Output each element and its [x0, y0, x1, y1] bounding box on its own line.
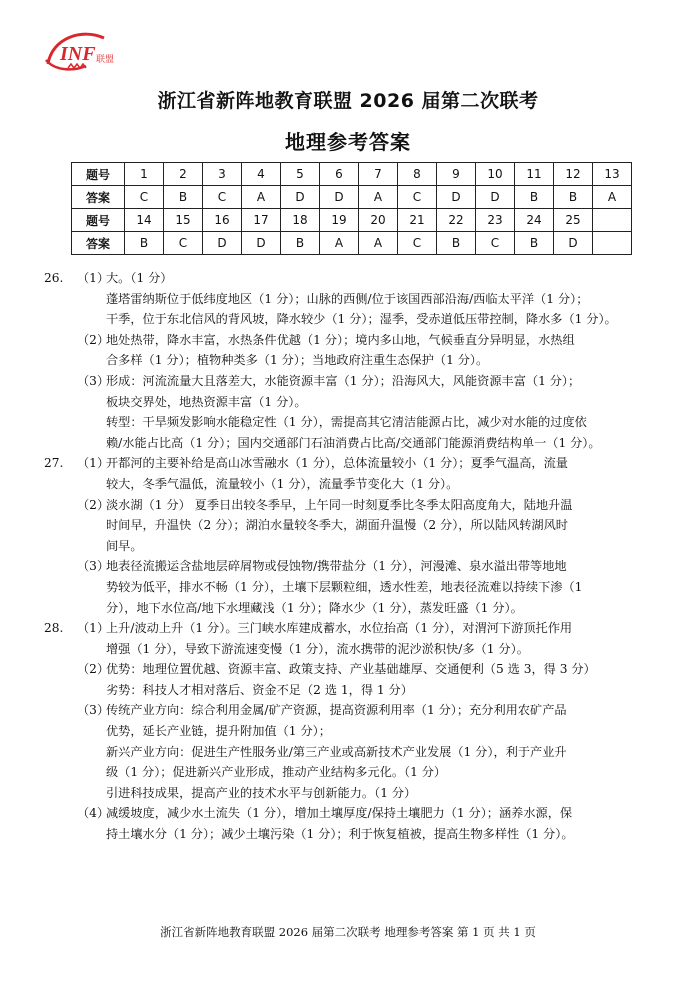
question-part: [44, 371, 672, 453]
answer-cell: [593, 209, 632, 232]
part-number: （3）: [77, 373, 110, 388]
part-number: （2）: [77, 497, 110, 512]
answer-line: 新兴产业方向：促进生产性服务业/第三产业或高新技术产业发展（1 分），利于产业升: [106, 744, 567, 759]
answer-cell: 13: [593, 163, 632, 186]
row-label: 答案: [72, 186, 125, 209]
logo: [42, 30, 122, 74]
question: [44, 618, 672, 845]
answer-cell: B: [437, 232, 476, 255]
answer-cell: [593, 232, 632, 255]
answer-cell: B: [164, 186, 203, 209]
answer-line: 优势：地理位置优越、资源丰富、政策支持、产业基础雄厚、交通便利（5 选 3，得 3 分）: [106, 662, 596, 677]
question-part: [44, 495, 672, 557]
answer-cell: A: [242, 186, 281, 209]
answer-line: 劣势：科技人才相对落后、资金不足（2 选 1，得 1 分）: [106, 682, 413, 697]
answer-table-row: [72, 209, 632, 232]
row-label: 题号: [72, 163, 125, 186]
answer-table: [71, 162, 632, 255]
answer-cell: B: [515, 232, 554, 255]
answer-cell: 6: [320, 163, 359, 186]
answer-line: 传统产业方向：综合利用金属/矿产资源，提高资源利用率（1 分）；充分利用农矿产品: [106, 703, 567, 718]
answer-cell: B: [554, 186, 593, 209]
answer-line: 优势，延长产业链，提升附加值（1 分）；: [106, 724, 331, 739]
answer-line: 分），地下水位高/地下水埋藏浅（1 分）；降水少（1 分），蒸发旺盛（1 分）。: [106, 600, 523, 615]
question-part: [44, 618, 672, 659]
answer-cell: 14: [125, 209, 164, 232]
svg-text:联盟: 联盟: [96, 55, 115, 65]
question-part: [44, 453, 672, 494]
answer-cell: 22: [437, 209, 476, 232]
answer-cell: 24: [515, 209, 554, 232]
answer-cell: 15: [164, 209, 203, 232]
answer-cell: C: [203, 186, 242, 209]
question-part: [44, 556, 672, 618]
page-footer: 浙江省新阵地教育联盟 2026 届第二次联考 地理参考答案 第 1 页 共 1 页: [160, 925, 536, 939]
logo-emblem-icon: [42, 30, 122, 74]
answer-line: 增强（1 分），导致下游流速变慢（1 分），流水携带的泥沙淤积快/多（1 分）。: [106, 641, 529, 656]
answer-line: 大。（1 分）: [106, 271, 173, 285]
row-label: 答案: [72, 232, 125, 255]
answer-cell: C: [164, 232, 203, 255]
answer-cell: D: [437, 186, 476, 209]
part-number: （1）: [77, 456, 110, 471]
answer-cell: 21: [398, 209, 437, 232]
answer-cell: D: [554, 232, 593, 255]
answer-cell: 9: [437, 163, 476, 186]
answer-line: 干季，位于东北信风的背风坡，降水较少（1 分）；湿季，受赤道低压带控制，降水多（1 分）。: [106, 312, 617, 327]
part-number: （3）: [77, 703, 110, 718]
answer-cell: 1: [125, 163, 164, 186]
answer-line: 引进科技成果，提高产业的技术水平与创新能力。（1 分）: [106, 785, 417, 800]
answer-cell: D: [281, 186, 320, 209]
answer-line: 地表径流搬运含盐地层碎屑物或侵蚀物/携带盐分（1 分），河漫滩、泉水溢出带等地地: [106, 559, 567, 574]
svg-text:INF: INF: [60, 43, 96, 65]
part-number: （3）: [77, 559, 110, 574]
answer-cell: 10: [476, 163, 515, 186]
answer-cell: C: [125, 186, 164, 209]
answer-cell: 23: [476, 209, 515, 232]
answer-cell: 8: [398, 163, 437, 186]
answer-line: 时间早，升温快（2 分）；湖泊水量较冬季大，湖面升温慢（2 分），所以陆风转湖风时: [106, 518, 568, 533]
answer-line: 赖/水能占比高（1 分）；国内交通部门石油消费占比高/交通部门能源消费结构单一（1 分）。: [106, 435, 601, 450]
answer-table-row: [72, 232, 632, 255]
answer-body: [44, 268, 672, 845]
question: [44, 453, 672, 618]
answer-line: 势较为低平，排水不畅（1 分），土壤下层颗粒细，透水性差，地表径流难以持续下渗（1: [106, 579, 583, 594]
answer-line: 合多样（1 分）；植物种类多（1 分）；当地政府注重生态保护（1 分）。: [106, 353, 489, 368]
question-part: [44, 659, 672, 700]
answer-cell: 5: [281, 163, 320, 186]
answer-cell: 12: [554, 163, 593, 186]
answer-line: 转型：干旱频发影响水能稳定性（1 分），需提高其它清洁能源占比，减少对水能的过度依: [106, 415, 587, 430]
row-label: 题号: [72, 209, 125, 232]
answer-cell: 17: [242, 209, 281, 232]
answer-line: 形成：河流流量大且落差大，水能资源丰富（1 分）；沿海风大，风能资源丰富（1 分）；: [106, 373, 581, 388]
part-number: （1）: [77, 271, 110, 285]
answer-cell: 4: [242, 163, 281, 186]
answer-cell: 25: [554, 209, 593, 232]
question-part: [44, 268, 672, 330]
question-number: 27.: [44, 456, 64, 471]
answer-line: 减缓坡度，减少水土流失（1 分），增加土壤厚度/保持土壤肥力（1 分）；涵养水源，保: [106, 806, 573, 821]
answer-cell: 19: [320, 209, 359, 232]
answer-line: 开都河的主要补给是高山冰雪融水（1 分），总体流量较小（1 分）；夏季气温高，流量: [106, 456, 568, 471]
question-number: 26.: [44, 271, 64, 285]
answer-line: 上升/波动上升（1 分）。三门峡水库建成蓄水，水位抬高（1 分），对渭河下游顶托作用: [106, 621, 573, 636]
answer-cell: A: [320, 232, 359, 255]
question-number: 28.: [44, 621, 64, 636]
answer-cell: D: [203, 232, 242, 255]
answer-cell: 2: [164, 163, 203, 186]
answer-cell: 18: [281, 209, 320, 232]
answer-line: 蓬塔雷纳斯位于低纬度地区（1 分）；山脉的西侧/位于该国西部沿海/西临太平洋（1 分）；: [106, 291, 589, 306]
answer-line: 淡水湖（1 分） 夏季日出较冬季早，上午同一时刻夏季比冬季太阳高度角大，陆地升温: [106, 497, 573, 512]
answer-cell: 7: [359, 163, 398, 186]
part-number: （2）: [77, 332, 110, 347]
answer-cell: C: [398, 186, 437, 209]
answer-cell: D: [242, 232, 281, 255]
answer-line: 间早。: [106, 538, 143, 553]
answer-cell: 3: [203, 163, 242, 186]
part-number: （4）: [77, 806, 110, 821]
answer-cell: B: [515, 186, 554, 209]
question-part: [44, 700, 672, 803]
document-subtitle: 地理参考答案: [285, 130, 411, 154]
answer-cell: 20: [359, 209, 398, 232]
answer-table-row: [72, 163, 632, 186]
answer-cell: D: [476, 186, 515, 209]
answer-cell: B: [125, 232, 164, 255]
answer-cell: 11: [515, 163, 554, 186]
answer-cell: B: [281, 232, 320, 255]
answer-line: 板块交界处，地热资源丰富（1 分）。: [106, 394, 307, 409]
answer-line: 级（1 分）；促进新兴产业形成，推动产业结构多元化。（1 分）: [106, 765, 447, 780]
answer-cell: D: [320, 186, 359, 209]
part-number: （1）: [77, 621, 110, 636]
question-part: [44, 803, 672, 844]
answer-cell: A: [593, 186, 632, 209]
question-part: [44, 330, 672, 371]
answer-cell: C: [398, 232, 437, 255]
answer-line: 持土壤水分（1 分）；减少土壤污染（1 分）；利于恢复植被，提高生物多样性（1 分）。: [106, 827, 574, 842]
answer-cell: C: [476, 232, 515, 255]
answer-cell: A: [359, 186, 398, 209]
answer-line: 较大，冬季气温低，流量较小（1 分），流量季节变化大（1 分）。: [106, 476, 459, 491]
document-title: 浙江省新阵地教育联盟 2026 届第二次联考: [157, 90, 539, 112]
answer-line: 地处热带，降水丰富，水热条件优越（1 分）；境内多山地，气候垂直分异明显，水热组: [106, 332, 575, 347]
answer-table-row: [72, 186, 632, 209]
answer-cell: 16: [203, 209, 242, 232]
part-number: （2）: [77, 662, 110, 677]
answer-cell: A: [359, 232, 398, 255]
question: [44, 268, 672, 453]
